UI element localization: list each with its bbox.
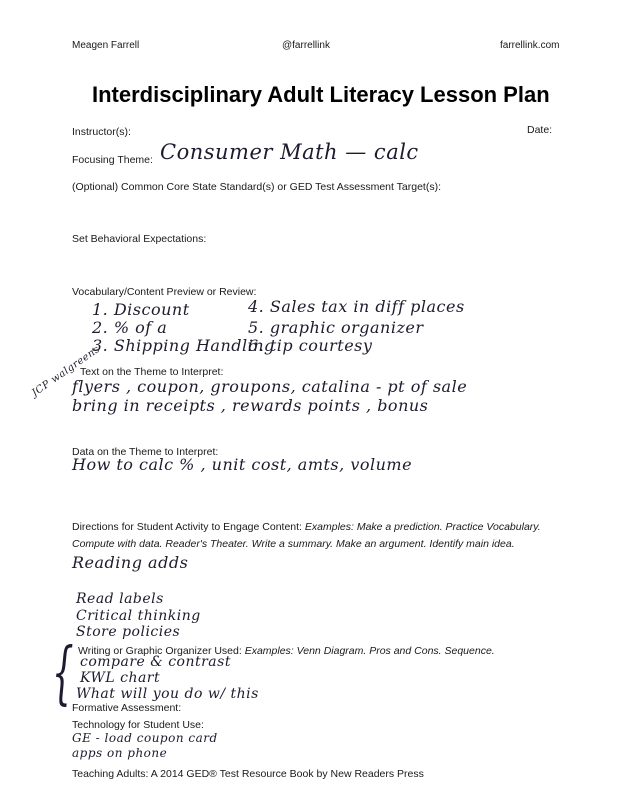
directions-label-text: Directions for Student Activity to Engage Content: [72,521,302,533]
formative-label: Formative Assessment: [72,702,182,714]
author-website: farrellink.com [500,40,560,51]
technology-hand-1: GE - load coupon card [72,731,218,745]
data-value: How to calc % , unit cost, amts, volume [72,455,413,474]
standards-label: (Optional) Common Core State Standard(s) or GED Test Assessment Target(s): [72,181,442,193]
directions-hand-3: Critical thinking [76,608,201,624]
organizer-label: Writing or Graphic Organizer Used: [78,645,242,657]
footer-credit: Teaching Adults: A 2014 GED® Test Resource Book by New Readers Press [72,768,424,780]
vocab-item-5: 5. graphic organizer [248,318,424,337]
text-line-1: flyers , coupon, groupons, catalina - pt of sale [72,377,468,396]
organizer-examples: Examples: Venn Diagram. Pros and Cons. Sequence. [244,645,495,657]
page-title: Interdisciplinary Adult Literacy Lesson Plan [92,82,550,107]
technology-label: Technology for Student Use: [72,719,204,731]
organizer-hand-1: compare & contrast [80,654,231,670]
directions-examples-line2: Compute with data. Reader's Theater. Write a summary. Make an argument. Identify main idea. [72,538,515,550]
author-handle: @farrellink [282,40,330,51]
vocab-item-2: 2. % of a [92,318,168,337]
vocab-item-6: 6. tip courtesy [248,336,373,355]
date-label: Date: [527,124,553,136]
behavioral-label: Set Behavioral Expectations: [72,233,207,245]
directions-hand-2: Read labels [76,591,164,607]
directions-examples-line1: Examples: Make a prediction. Practice Vocabulary. [304,521,541,533]
vocab-item-3: 3. Shipping Handling [92,336,275,355]
vocab-item-1: 1. Discount [92,300,190,319]
vocabulary-label: Vocabulary/Content Preview or Review: [72,286,257,298]
directions-hand-1: Reading adds [72,553,189,572]
text-side-note: JCP walgreens [30,343,103,400]
formative-hand: What will you do w/ this [76,686,259,702]
directions-examples-line2-wrap [72,538,515,550]
directions-label [72,521,541,533]
author-name: Meagen Farrell [72,40,140,51]
directions-hand-4: Store policies [76,624,181,640]
data-label: Data on the Theme to Interpret: [72,446,219,458]
vocab-item-4: 4. Sales tax in diff places [248,297,465,316]
theme-label: Focusing Theme: [72,154,153,166]
instructor-label: Instructor(s): [72,126,131,138]
theme-value: Consumer Math — calc [160,140,419,164]
technology-hand-2: apps on phone [72,746,168,760]
organizer-hand-2: KWL chart [80,670,161,686]
text-label: Text on the Theme to Interpret: [80,366,224,378]
text-line-2: bring in receipts , rewards points , bonus [72,396,429,415]
brace-mark: { [52,634,74,713]
